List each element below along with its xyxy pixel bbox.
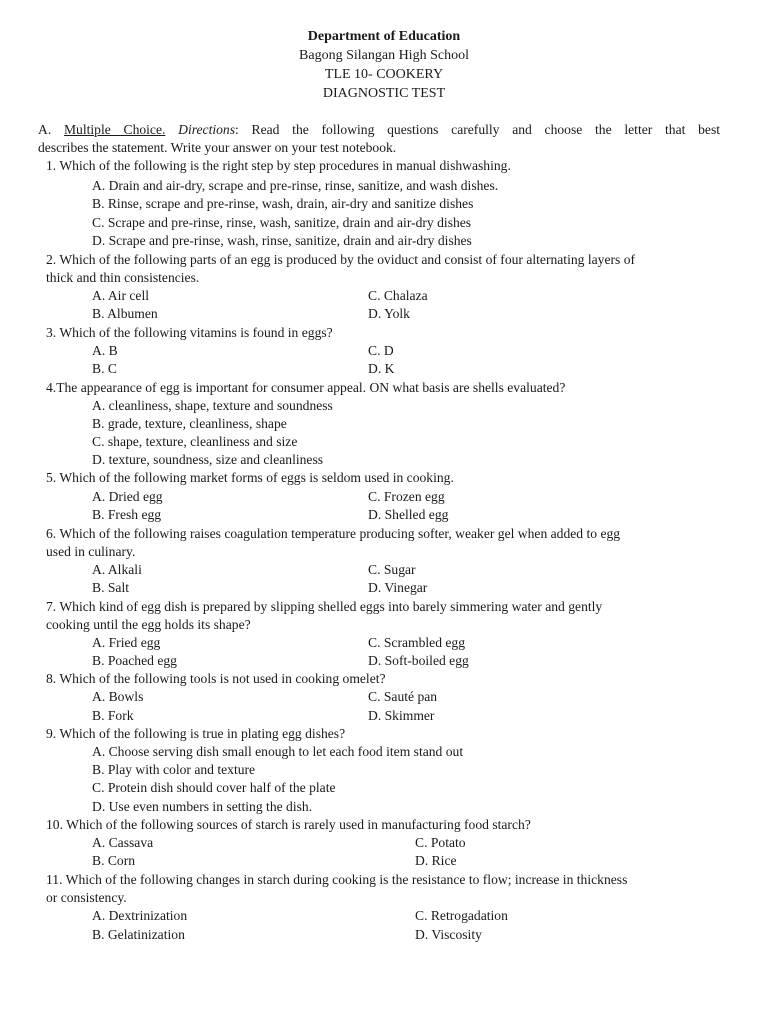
q2-choice-a: A. Air cell [92,288,150,303]
part-letter: A. [38,122,52,137]
q8-choice-b: B. Fork [92,708,134,723]
q7-choice-c: C. Scrambled egg [368,635,466,650]
directions-line-2: describes the statement. Write your answer on your test notebook. [38,140,397,155]
school-name: Bagong Silangan High School [299,48,469,63]
q7-choice-d: D. Soft-boiled egg [368,653,469,668]
q10-choice-d: D. Rice [415,853,457,868]
question-8: 8. Which of the following tools is not used in cooking omelet? [46,671,386,686]
question-10: 10. Which of the following sources of starch is rarely used in manufacturing food starch? [46,817,531,832]
q7-choice-b: B. Poached egg [92,653,177,668]
question-7: 7. Which kind of egg dish is prepared by slipping shelled eggs into barely simmering water and gently [46,599,603,614]
test-title: DIAGNOSTIC TEST [322,86,446,101]
q10-choice-c: C. Potato [415,835,466,850]
q1-choice-a: A. Drain and air-dry, scrape and pre-rinse, rinse, sanitize, and wash dishes. [92,178,499,193]
q11-choice-b: B. Gelatinization [92,927,185,942]
q4-choice-d: D. texture, soundness, size and cleanliness [92,452,324,467]
question-5: 5. Which of the following market forms of eggs is seldom used in cooking. [46,470,454,485]
q3-choice-b: B. C [92,361,117,376]
question-6-cont: used in culinary. [46,544,136,559]
q8-choice-a: A. Bowls [92,689,144,704]
question-11-cont: or consistency. [46,890,127,905]
question-2-cont: thick and thin consistencies. [46,270,200,285]
q9-choice-a: A. Choose serving dish small enough to let each food item stand out [92,744,464,759]
question-9: 9. Which of the following is true in plating egg dishes? [46,726,346,741]
subject-title: TLE 10- COOKERY [324,67,444,82]
q3-choice-a: A. B [92,343,118,358]
q11-choice-c: C. Retrogadation [415,908,508,923]
q6-choice-d: D. Vinegar [368,580,428,595]
q6-choice-a: A. Alkali [92,562,142,577]
q6-choice-b: B. Salt [92,580,130,595]
directions-line-1 [38,121,720,139]
q6-choice-c: C. Sugar [368,562,416,577]
q11-choice-a: A. Dextrinization [92,908,188,923]
q10-choice-b: B. Corn [92,853,136,868]
q3-choice-c: C. D [368,343,394,358]
question-4: 4.The appearance of egg is important for consumer appeal. ON what basis are shells evaluated? [46,380,566,395]
q9-choice-c: C. Protein dish should cover half of the plate [92,780,336,795]
question-3: 3. Which of the following vitamins is found in eggs? [46,325,333,340]
part-title: Multiple Choice. [63,122,166,137]
q5-choice-d: D. Shelled egg [368,507,449,522]
q4-choice-b: B. grade, texture, cleanliness, shape [92,416,287,431]
q10-choice-a: A. Cassava [92,835,154,850]
q1-choice-c: C. Scrape and pre-rinse, rinse, wash, sanitize, drain and air-dry dishes [92,215,472,230]
question-1: 1. Which of the following is the right step by step procedures in manual dishwashing. [46,158,511,173]
q8-choice-d: D. Skimmer [368,708,435,723]
q2-choice-b: B. Albumen [92,306,158,321]
q8-choice-c: C. Sauté pan [368,689,438,704]
question-2: 2. Which of the following parts of an egg is produced by the oviduct and consist of four alternating layers of [46,252,636,267]
question-6: 6. Which of the following raises coagulation temperature producing softer, weaker gel when added to egg [46,526,621,541]
directions-text: : Read the following questions carefully and choose the letter that best [235,122,721,137]
q11-choice-d: D. Viscosity [415,927,482,942]
question-11: 11. Which of the following changes in starch during cooking is the resistance to flow; increase in thickness [46,872,628,887]
q5-choice-c: C. Frozen egg [368,489,445,504]
q1-choice-d: D. Scrape and pre-rinse, wash, rinse, sanitize, drain and air-dry dishes [92,233,472,248]
q3-choice-d: D. K [368,361,395,376]
question-7-cont: cooking until the egg holds its shape? [46,617,251,632]
department-title: Department of Education [307,29,461,44]
directions-label: Directions [178,122,236,137]
q5-choice-b: B. Fresh egg [92,507,162,522]
q2-choice-c: C. Chalaza [368,288,428,303]
q7-choice-a: A. Fried egg [92,635,161,650]
q9-choice-d: D. Use even numbers in setting the dish. [92,799,313,814]
q4-choice-c: C. shape, texture, cleanliness and size [92,434,298,449]
q1-choice-b: B. Rinse, scrape and pre-rinse, wash, drain, air-dry and sanitize dishes [92,196,474,211]
q9-choice-b: B. Play with color and texture [92,762,256,777]
q2-choice-d: D. Yolk [368,306,410,321]
q4-choice-a: A. cleanliness, shape, texture and soundness [92,398,333,413]
q5-choice-a: A. Dried egg [92,489,163,504]
